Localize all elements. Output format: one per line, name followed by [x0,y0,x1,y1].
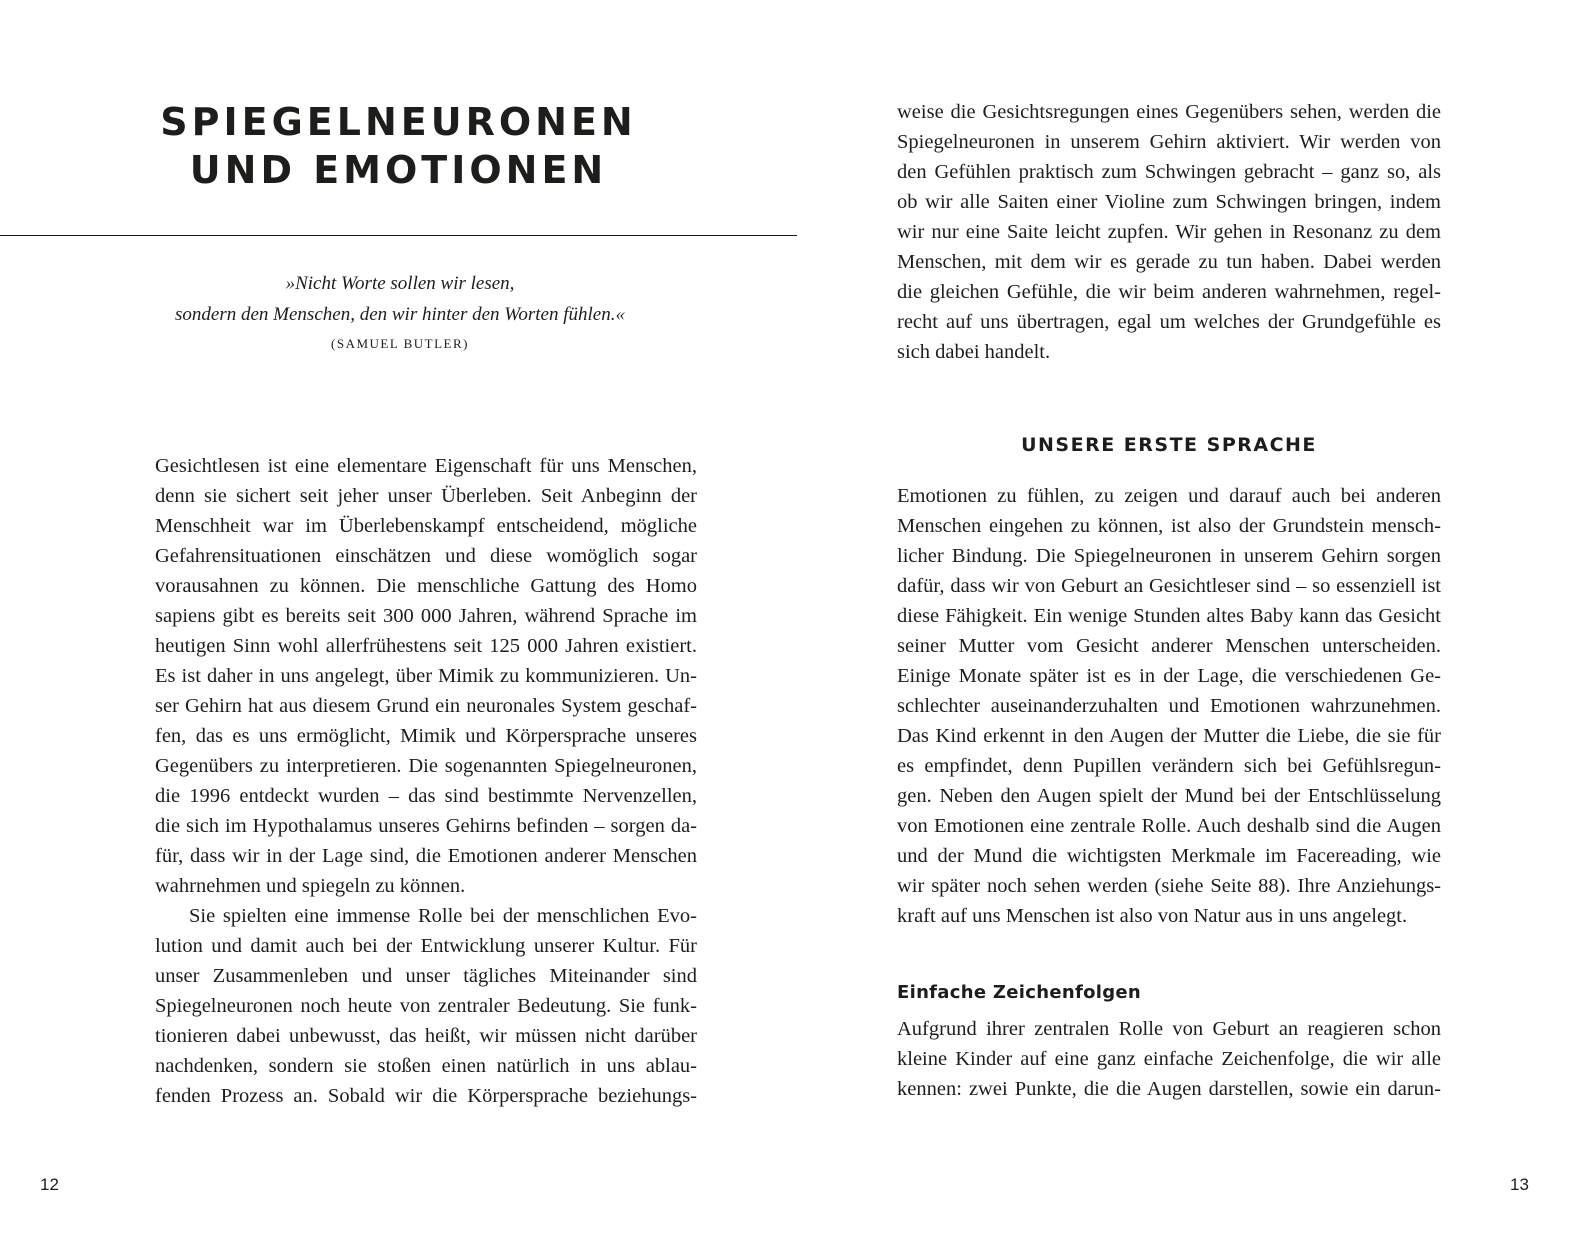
text-line: ob wir alle Saiten einer Violine zum Schwingen bringen, indem [897,191,1441,213]
text-line: Es ist daher in uns angelegt, über Mimik zu kommunizieren. Un- [155,665,697,687]
text-line: lution und damit auch bei der Entwicklung unserer Kultur. Für [155,935,697,957]
text-line: fenden Prozess an. Sobald wir die Körpersprache beziehungs- [155,1085,697,1107]
epigraph-source: (SAMUEL BUTLER) [331,336,469,351]
text-line: schlechter auseinanderzuhalten und Emotionen wahrzunehmen. [897,695,1441,717]
title-divider [0,235,797,236]
text-line: diese Fähigkeit. Ein wenige Stunden altes Baby kann das Gesicht [897,605,1441,627]
text-line: seiner Mutter vom Gesicht anderer Menschen unterscheiden. [897,635,1441,657]
text-line: und der Mund die wichtigsten Merkmale im Facereading, wie [897,845,1441,867]
right-continued-text [897,97,1441,367]
chapter-title [0,98,797,194]
text-line: die sich im Hypothalamus unseres Gehirns befinden – sorgen da- [155,815,697,837]
text-line: für, dass wir in der Lage sind, die Emotionen anderer Menschen [155,845,697,867]
page-number-left: 12 [40,1175,59,1194]
text-line: Gefahrensituationen einschätzen und diese womöglich sogar [155,545,697,567]
text-line: heutigen Sinn wohl allerfrühestens seit 125 000 Jahren existiert. [155,635,697,657]
text-line: Einige Monate später ist es in der Lage, die verschiedenen Ge- [897,665,1441,687]
section-heading: UNSERE ERSTE SPRACHE [1021,434,1317,456]
text-line: nachdenken, sondern sie stoßen einen natürlich in uns ablau- [155,1055,697,1077]
text-line: Das Kind erkennt in den Augen der Mutter die Liebe, die sie für [897,725,1441,747]
subsection-body-text [897,1014,1441,1104]
text-line: Menschheit war im Überlebenskampf entscheidend, mögliche [155,515,697,537]
section-body-text [897,481,1441,931]
text-line: dafür, dass wir von Geburt an Gesichtleser sind – so essenziell ist [897,575,1441,597]
text-line: sapiens gibt es bereits seit 300 000 Jahren, während Sprache im [155,605,697,627]
text-line: gen. Neben den Augen spielt der Mund bei der Entschlüsselung [897,785,1441,807]
text-line: weise die Gesichtsregungen eines Gegenübers sehen, werden die [897,101,1441,123]
subsection-heading: Einfache Zeichenfolgen [897,982,1142,1003]
text-line: wir später noch sehen werden (siehe Seite 88). Ihre Anziehungs- [897,875,1441,897]
text-line: Menschen, mit dem wir es gerade zu tun haben. Dabei werden [897,251,1441,273]
text-line: fen, das es uns ermöglicht, Mimik und Körpersprache unseres [155,725,697,747]
text-line: es empfindet, denn Pupillen verändern sich bei Gefühlsregun- [897,755,1441,777]
text-line: Sie spielten eine immense Rolle bei der menschlichen Evo- [189,905,697,927]
text-line: licher Bindung. Die Spiegelneuronen in unserem Gehirn sorgen [897,545,1441,567]
text-line: Emotionen zu fühlen, zu zeigen und darauf auch bei anderen [897,485,1441,507]
text-line: Spiegelneuronen in unserem Gehirn aktiviert. Wir werden von [897,131,1441,153]
text-line: sich dabei handelt. [897,341,1051,363]
text-line: Spiegelneuronen noch heute von zentraler Bedeutung. Sie funk- [155,995,697,1017]
text-line: Gesichtlesen ist eine elementare Eigenschaft für uns Menschen, [155,455,697,477]
left-body-text [155,451,697,1111]
text-line: unser Zusammenleben und unser tägliches Miteinander sind [155,965,697,987]
text-line: recht auf uns übertragen, egal um welches der Grundgefühle es [897,311,1441,333]
text-line: Menschen eingehen zu können, ist also der Grundstein mensch- [897,515,1441,537]
epigraph-line-2: sondern den Menschen, den wir hinter den Worten fühlen.« [175,304,625,325]
text-line: Gegenübers zu interpretieren. Die sogenannten Spiegelneuronen, [155,755,697,777]
text-line: wir nur eine Saite leicht zupfen. Wir gehen in Resonanz zu dem [897,221,1441,243]
text-line: tionieren dabei unbewusst, das heißt, wir müssen nicht darüber [155,1025,697,1047]
text-line: vorausahnen zu können. Die menschliche Gattung des Homo [155,575,697,597]
epigraph-line-1: »Nicht Worte sollen wir lesen, [285,273,515,294]
text-line: die 1996 entdeckt wurden – das sind bestimmte Nervenzellen, [155,785,697,807]
epigraph-quote [140,268,660,330]
text-line: Aufgrund ihrer zentralen Rolle von Geburt an reagieren schon [897,1018,1441,1040]
text-line: kleine Kinder auf eine ganz einfache Zeichenfolge, die wir alle [897,1048,1441,1070]
text-line: den Gefühlen praktisch zum Schwingen gebracht – ganz so, als [897,161,1441,183]
chapter-title-line-2: UND EMOTIONEN [189,148,608,192]
text-line: kraft auf uns Menschen ist also von Natur aus in uns angelegt. [897,905,1408,927]
text-line: denn sie sichert seit jeher unser Überleben. Seit Anbeginn der [155,485,697,507]
text-line: kennen: zwei Punkte, die die Augen darstellen, sowie ein darun- [897,1078,1441,1100]
text-line: ser Gehirn hat aus diesem Grund ein neuronales System geschaf- [155,695,697,717]
text-line: von Emotionen eine zentrale Rolle. Auch deshalb sind die Augen [897,815,1441,837]
page-number-right: 13 [1510,1175,1529,1194]
chapter-title-line-1: SPIEGELNEURONEN [160,100,637,144]
text-line: die gleichen Gefühle, die wir beim anderen wahrnehmen, regel- [897,281,1441,303]
text-line: wahrnehmen und spiegeln zu können. [155,875,466,897]
